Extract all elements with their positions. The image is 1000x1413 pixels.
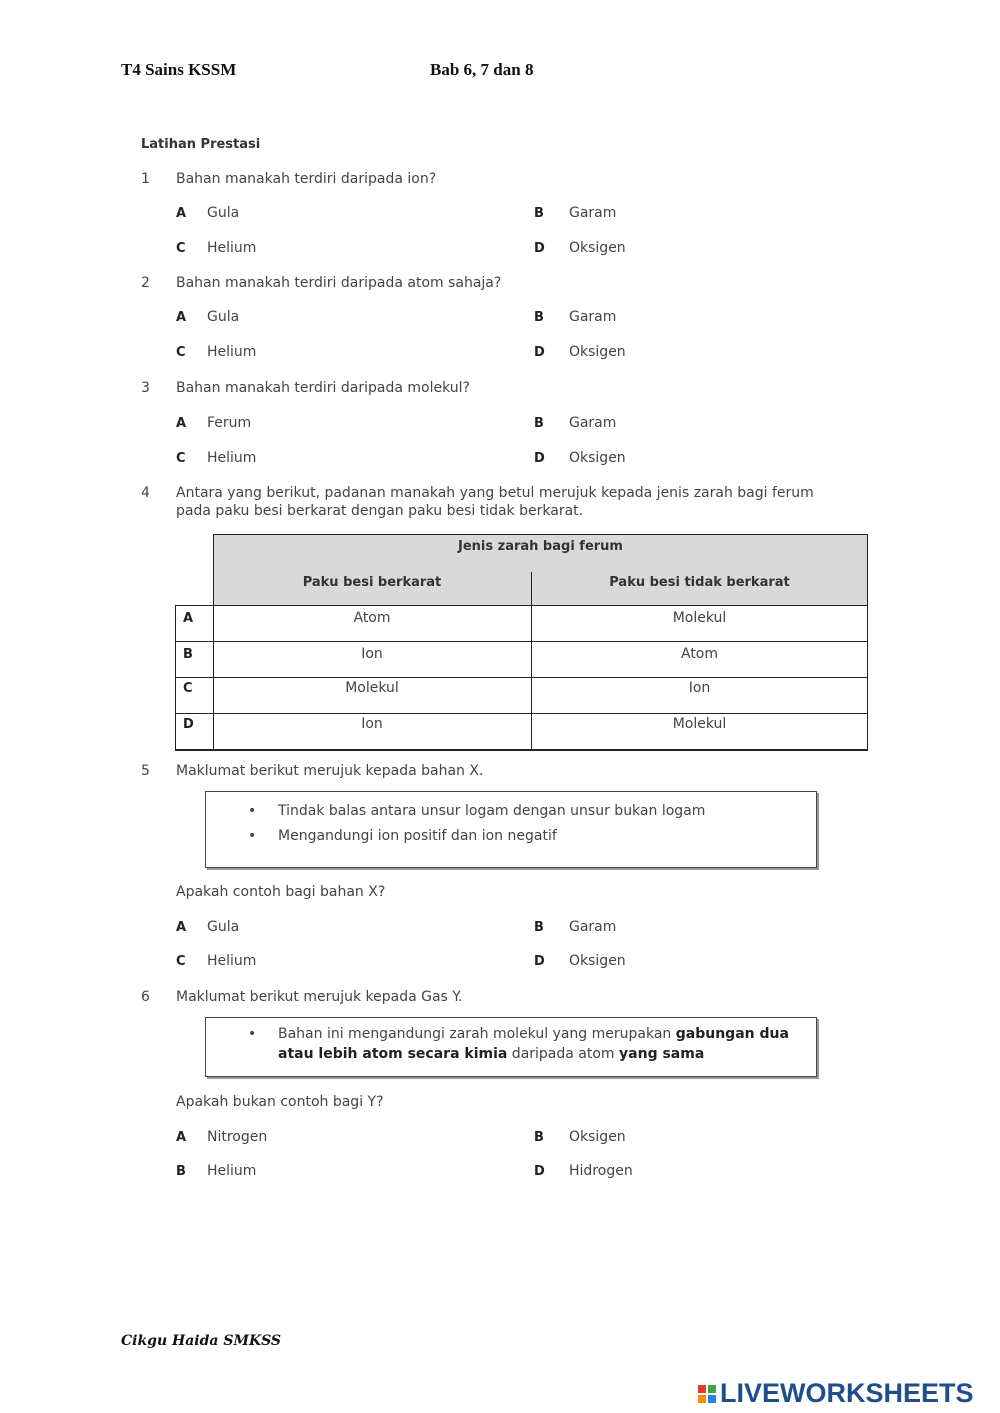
table-cell: Molekul: [345, 680, 399, 696]
bullet-bold-text: atau lebih atom secara kimia: [278, 1046, 508, 1062]
logo-square-icon: [698, 1395, 706, 1403]
option-text: Helium: [207, 344, 257, 360]
info-box: [205, 791, 817, 868]
option-letter: A: [176, 310, 187, 325]
bullet-line2: [278, 1046, 704, 1062]
question-text-line1: Antara yang berikut, padanan manakah yang betul merujuk kepada jenis zarah bagi ferum: [176, 485, 814, 501]
table-col-header: Paku besi tidak berkarat: [609, 574, 790, 590]
option-letter: D: [534, 954, 545, 969]
table-cell: Ion: [361, 646, 383, 662]
question-number: 4: [141, 485, 150, 501]
option-letter: D: [534, 345, 545, 360]
table-col-header: Paku besi berkarat: [302, 574, 442, 590]
table-row-letter: C: [183, 680, 193, 696]
option-text: Oksigen: [569, 344, 626, 360]
bullet-bold-text: yang sama: [619, 1046, 705, 1062]
option-letter: D: [534, 451, 545, 466]
option-text: Helium: [207, 953, 257, 969]
option-text: Oksigen: [569, 240, 626, 256]
option-text: Gula: [207, 919, 240, 935]
table-cell: Molekul: [672, 716, 727, 732]
option-letter: C: [176, 241, 186, 256]
option-letter: D: [534, 241, 545, 256]
option-letter: B: [534, 206, 544, 221]
question-text: Bahan manakah terdiri daripada molekul?: [176, 380, 470, 396]
bullet-text: Bahan ini mengandungi zarah molekul yang merupakan: [278, 1026, 676, 1042]
table-row-letter: B: [183, 646, 193, 662]
option-text: Garam: [569, 205, 617, 221]
table-row-letter: D: [183, 716, 194, 732]
liveworksheets-logo[interactable]: [698, 1378, 974, 1409]
table-cell: Molekul: [672, 610, 727, 626]
particle-type-table: [175, 534, 868, 750]
bullet-bold-text: gabungan dua: [675, 1026, 789, 1042]
bullet-dot: •: [248, 803, 257, 819]
question-text: Bahan manakah terdiri daripada atom sahaja?: [176, 275, 502, 291]
option-text: Gula: [207, 309, 240, 325]
question-text: Maklumat berikut merujuk kepada bahan X.: [176, 763, 484, 779]
bullet-text: Mengandungi ion positif dan ion negatif: [278, 828, 557, 844]
option-text: Hidrogen: [569, 1163, 633, 1179]
brand-wordmark: LIVEWORKSHEETS: [720, 1378, 974, 1408]
logo-square-icon: [698, 1385, 706, 1393]
bullet-dot: •: [248, 1026, 257, 1042]
question-number: 1: [141, 171, 150, 187]
option-letter: C: [176, 954, 186, 969]
option-text: Gula: [207, 205, 240, 221]
option-letter: D: [534, 1164, 545, 1179]
table-cell: Atom: [680, 646, 719, 662]
option-letter: B: [534, 920, 544, 935]
question-prompt: Apakah contoh bagi bahan X?: [176, 884, 386, 900]
option-text: Oksigen: [569, 1129, 626, 1145]
bullet-line1: [278, 1026, 789, 1042]
option-text: Garam: [569, 919, 617, 935]
option-letter: A: [176, 1130, 187, 1145]
option-letter: B: [534, 416, 544, 431]
table-border: [175, 749, 868, 751]
question-text: Bahan manakah terdiri daripada ion?: [176, 171, 437, 187]
logo-square-icon: [708, 1385, 716, 1393]
option-letter: A: [176, 416, 187, 431]
question-number: 6: [141, 989, 150, 1005]
bullet-text: Tindak balas antara unsur logam dengan unsur bukan logam: [278, 803, 706, 819]
option-text: Oksigen: [569, 953, 626, 969]
question-number: 5: [141, 763, 150, 779]
option-text: Garam: [569, 415, 617, 431]
option-letter: B: [534, 1130, 544, 1145]
question-number: 3: [141, 380, 150, 396]
header-right: Bab 6, 7 dan 8: [430, 60, 534, 79]
section-title: Latihan Prestasi: [141, 137, 261, 152]
question-number: 2: [141, 275, 150, 291]
option-letter: B: [534, 310, 544, 325]
table-group-header: Jenis zarah bagi ferum: [458, 538, 623, 554]
option-text: Helium: [207, 450, 257, 466]
option-letter: B: [176, 1164, 186, 1179]
table-cell: Ion: [361, 716, 383, 732]
table-row-letter: A: [183, 610, 194, 626]
option-text: Nitrogen: [207, 1129, 268, 1145]
bullet-dot: •: [248, 828, 257, 844]
table-cell: Ion: [688, 680, 711, 696]
footer-signature: Cikgu Haida SMKSS: [121, 1333, 282, 1349]
header-left: T4 Sains KSSM: [121, 60, 237, 79]
option-text: Ferum: [207, 415, 252, 431]
table-border: [213, 534, 868, 535]
option-letter: A: [176, 206, 187, 221]
liveworksheets-mark-icon: [698, 1385, 716, 1403]
option-letter: C: [176, 451, 186, 466]
info-box: [205, 1017, 817, 1077]
question-text: Maklumat berikut merujuk kepada Gas Y.: [176, 989, 463, 1005]
option-text: Oksigen: [569, 450, 626, 466]
option-text: Garam: [569, 309, 617, 325]
option-text: Helium: [207, 240, 257, 256]
question-text-line2: pada paku besi berkarat dengan paku besi tidak berkarat.: [176, 503, 584, 519]
logo-square-icon: [708, 1395, 716, 1403]
option-letter: C: [176, 345, 186, 360]
bullet-text: daripada atom: [507, 1046, 620, 1062]
table-cell: Atom: [353, 610, 391, 626]
option-text: Helium: [207, 1163, 257, 1179]
option-letter: A: [176, 920, 187, 935]
question-prompt: Apakah bukan contoh bagi Y?: [176, 1094, 384, 1110]
